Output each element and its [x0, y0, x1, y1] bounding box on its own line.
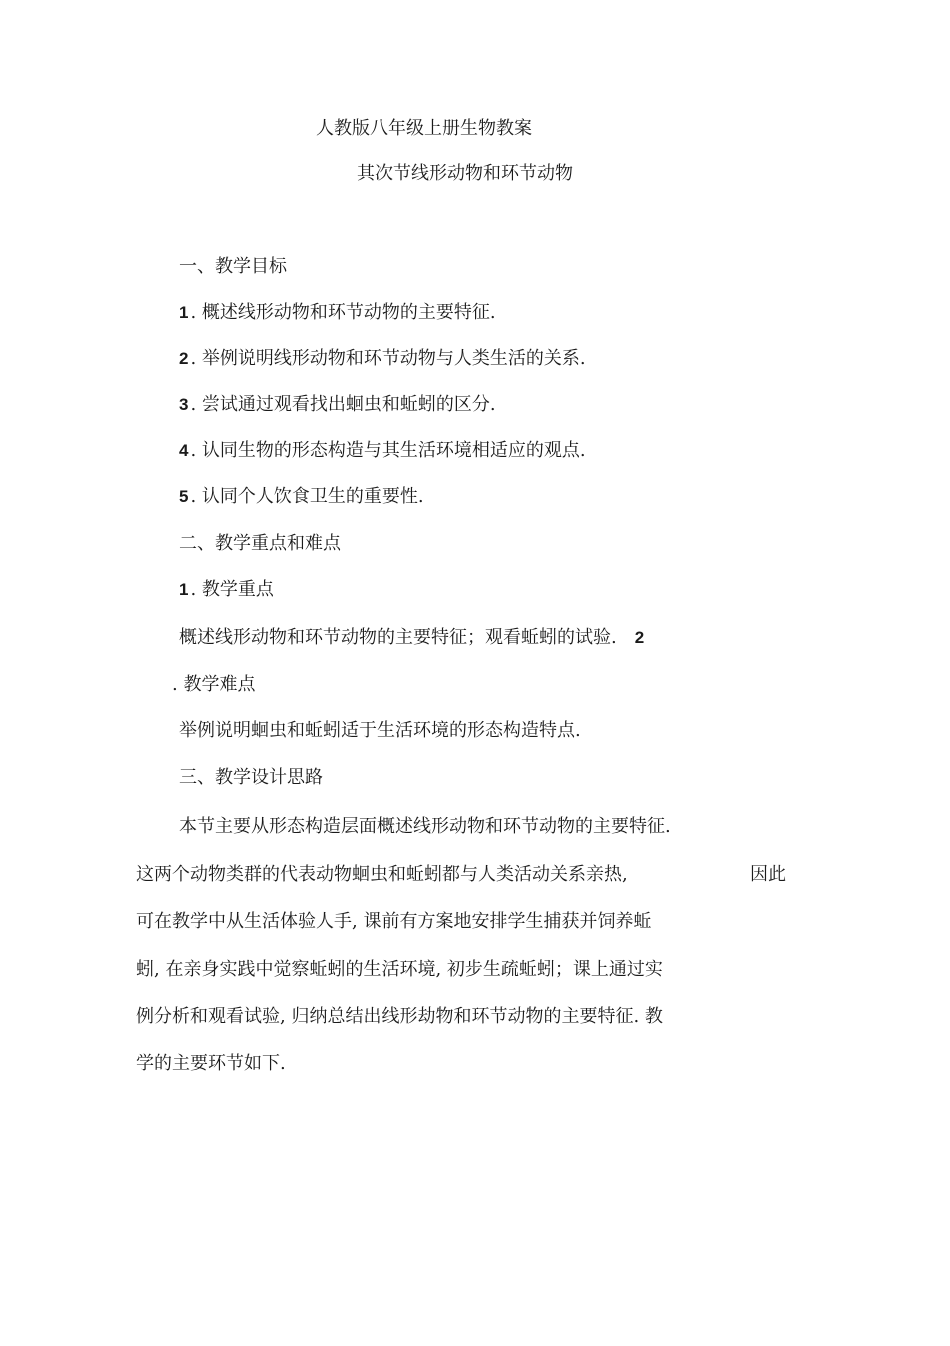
objective-item — [179, 393, 496, 417]
item-number: 2 — [179, 349, 189, 368]
item-number: 4 — [179, 441, 189, 460]
paragraph-line: 这两个动物类群的代表动物蛔虫和蚯蚓都与人类活动关系亲热, — [136, 864, 628, 885]
item-text: . 尝试通过观看找出蛔虫和蚯蚓的区分. — [190, 394, 496, 415]
objective-item — [179, 439, 586, 463]
item-text: 概述线形动物和环节动物的主要特征；观看蚯蚓的试验. — [179, 627, 617, 648]
objective-item — [179, 301, 496, 325]
item-text: . 举例说明线形动物和环节动物与人类生活的关系. — [190, 348, 586, 369]
item-number: 1 — [179, 303, 189, 322]
key-point-text — [179, 626, 646, 650]
item-text: . 认同生物的形态构造与其生活环境相适应的观点. — [190, 440, 586, 461]
objective-item — [179, 347, 586, 371]
paragraph-line-tail: 因此 — [750, 864, 786, 885]
document-subtitle: 其次节线形动物和环节动物 — [357, 163, 573, 184]
objective-item — [179, 485, 424, 509]
paragraph-line: 本节主要从形态构造层面概述线形动物和环节动物的主要特征. — [179, 816, 671, 837]
paragraph-line: 例分析和观看试验, 归纳总结出线形劫物和环节动物的主要特征. 教 — [136, 1006, 663, 1027]
item-number: 5 — [179, 487, 189, 506]
difficulty-text: 举例说明蛔虫和蚯蚓适于生活环境的形态构造特点. — [179, 720, 581, 741]
item-text: . 概述线形动物和环节动物的主要特征. — [190, 302, 496, 323]
item-number: 3 — [179, 395, 189, 414]
paragraph-line: 可在教学中从生活体验人手, 课前有方案地安排学生捕获并饲养蚯 — [136, 911, 652, 932]
subheading-difficulty: . 教学难点 — [172, 674, 256, 695]
section-heading-key-points: 二、教学重点和难点 — [179, 533, 341, 554]
document-title: 人教版八年级上册生物教案 — [316, 118, 532, 139]
item-number: 1 — [179, 580, 189, 599]
subheading-key-point — [179, 578, 274, 602]
item-number: 2 — [634, 628, 645, 647]
item-text: . 认同个人饮食卫生的重要性. — [190, 486, 424, 507]
item-text: . 教学重点 — [190, 579, 274, 600]
paragraph-line: 蚓, 在亲身实践中觉察蚯蚓的生活环境, 初步生疏蚯蚓；课上通过实 — [136, 959, 663, 980]
section-heading-objectives: 一、教学目标 — [179, 256, 287, 277]
section-heading-design: 三、教学设计思路 — [179, 767, 323, 788]
paragraph-line: 学的主要环节如下. — [136, 1053, 286, 1074]
